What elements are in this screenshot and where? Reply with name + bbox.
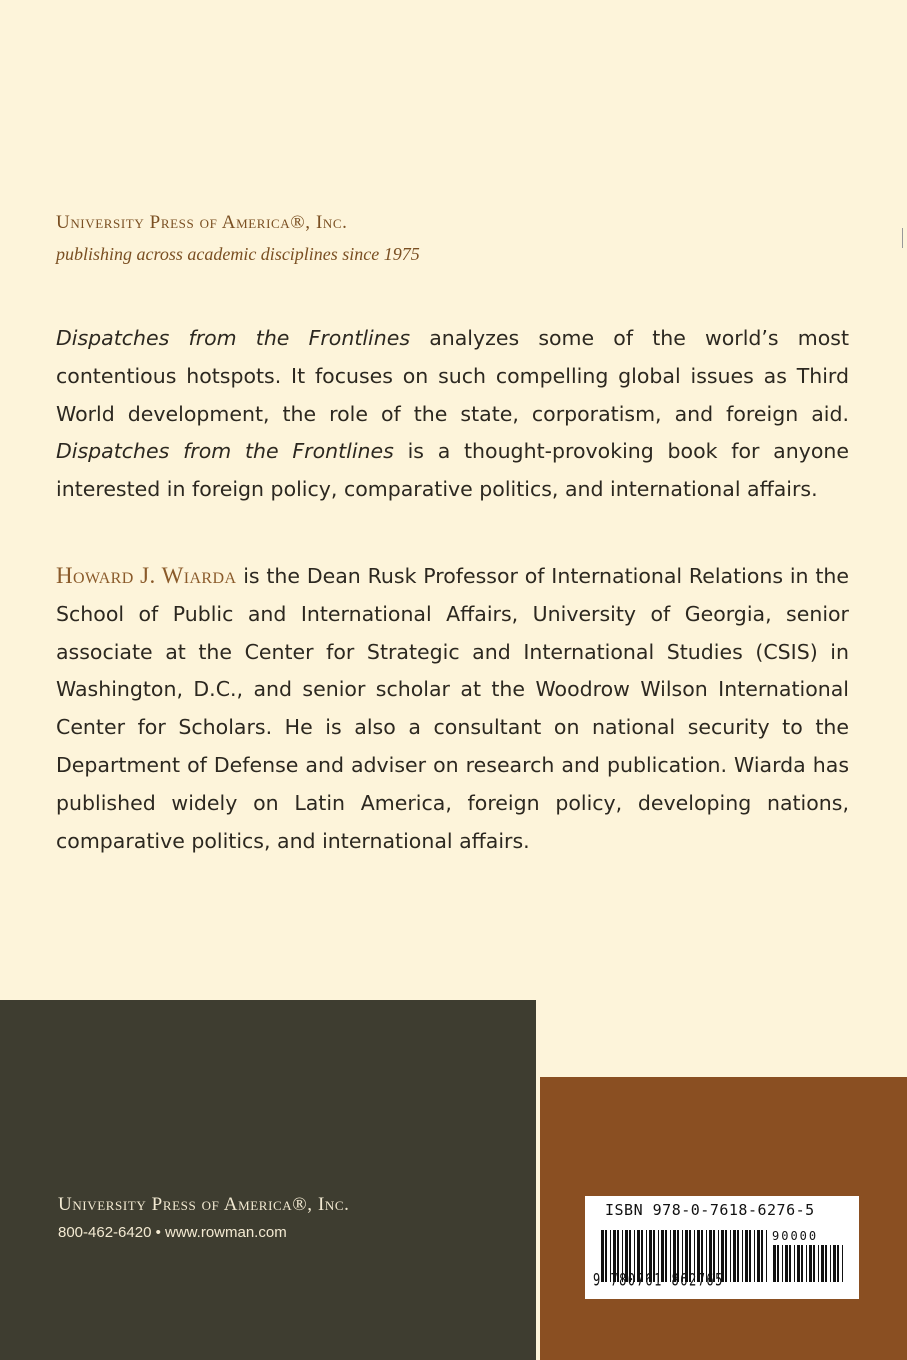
book-blurb bbox=[56, 320, 849, 509]
barcode-bar bbox=[809, 1245, 812, 1282]
publisher-tagline: publishing across academic disciplines since 1975 bbox=[56, 244, 420, 264]
author-bio bbox=[56, 557, 849, 860]
barcode-bar bbox=[745, 1230, 748, 1282]
barcode bbox=[585, 1196, 859, 1299]
publisher-name: University Press of America®, Inc. bbox=[56, 212, 348, 233]
barcode-bar bbox=[749, 1230, 751, 1282]
barcode-bar bbox=[789, 1245, 791, 1282]
crop-mark bbox=[902, 228, 903, 248]
barcode-bar bbox=[806, 1245, 807, 1282]
publisher-footer bbox=[58, 1194, 350, 1241]
ean-digits: 9 780761 862765 bbox=[593, 1270, 724, 1290]
isbn-label: ISBN 978-0-7618-6276-5 bbox=[605, 1201, 815, 1219]
bio-text: is the Dean Rusk Professor of International Relations in the School of Public and International Affairs, University of Georgia, senior associate at the Center for Strategic and International Studies (CSIS) in Washington, D.C., and senior scholar at the Woodrow Wilson International Center for Scholars. He is also a consultant on national security to the Department of Defense and adviser on research and publication. Wiarda has published widely on Latin America, foreign policy, developing nations, comparative politics, and international affairs. bbox=[56, 564, 849, 853]
barcode-bar bbox=[825, 1245, 827, 1282]
barcode-bar bbox=[730, 1230, 731, 1282]
barcode-bar bbox=[837, 1245, 839, 1282]
barcode-bar bbox=[773, 1245, 776, 1282]
author-name: Howard J. Wiarda bbox=[56, 563, 237, 588]
blurb-text: analyzes some of the world’s most contentious hotspots. It focuses on such compelling global issues as Third World development, the role of the state, corporatism, and foreign aid. bbox=[56, 326, 849, 426]
book-title: Dispatches from the Frontlines bbox=[56, 439, 394, 464]
book-title: Dispatches from the Frontlines bbox=[56, 326, 411, 350]
barcode-bar bbox=[754, 1230, 755, 1282]
barcode-bar bbox=[742, 1230, 743, 1282]
footer-publisher-name: University Press of America®, Inc. bbox=[58, 1194, 350, 1215]
barcode-bar bbox=[725, 1230, 727, 1282]
barcode-bar bbox=[842, 1245, 843, 1282]
barcode-bar bbox=[818, 1245, 819, 1282]
barcode-bar bbox=[813, 1245, 815, 1282]
barcode-bar bbox=[777, 1245, 779, 1282]
barcode-bar bbox=[766, 1230, 767, 1282]
barcode-bar bbox=[830, 1245, 831, 1282]
barcode-bar bbox=[833, 1245, 836, 1282]
barcode-bar bbox=[801, 1245, 803, 1282]
barcode-bar bbox=[733, 1230, 736, 1282]
price-code: 90000 bbox=[772, 1229, 819, 1243]
publisher-contact: 800-462-6420 • www.rowman.com bbox=[58, 1224, 287, 1241]
publisher-header bbox=[56, 212, 420, 265]
barcode-bar bbox=[797, 1245, 800, 1282]
barcode-bar bbox=[761, 1230, 763, 1282]
barcode-bar bbox=[757, 1230, 760, 1282]
barcode-bar bbox=[821, 1245, 824, 1282]
barcode-bar bbox=[782, 1245, 783, 1282]
blurb-text: is a thought-provoking book for anyone interested in foreign policy, comparative politics, and international affairs. bbox=[56, 439, 849, 502]
dark-panel bbox=[0, 1000, 536, 1360]
barcode-bar bbox=[794, 1245, 795, 1282]
barcode-bar bbox=[737, 1230, 739, 1282]
barcode-bar bbox=[785, 1245, 788, 1282]
